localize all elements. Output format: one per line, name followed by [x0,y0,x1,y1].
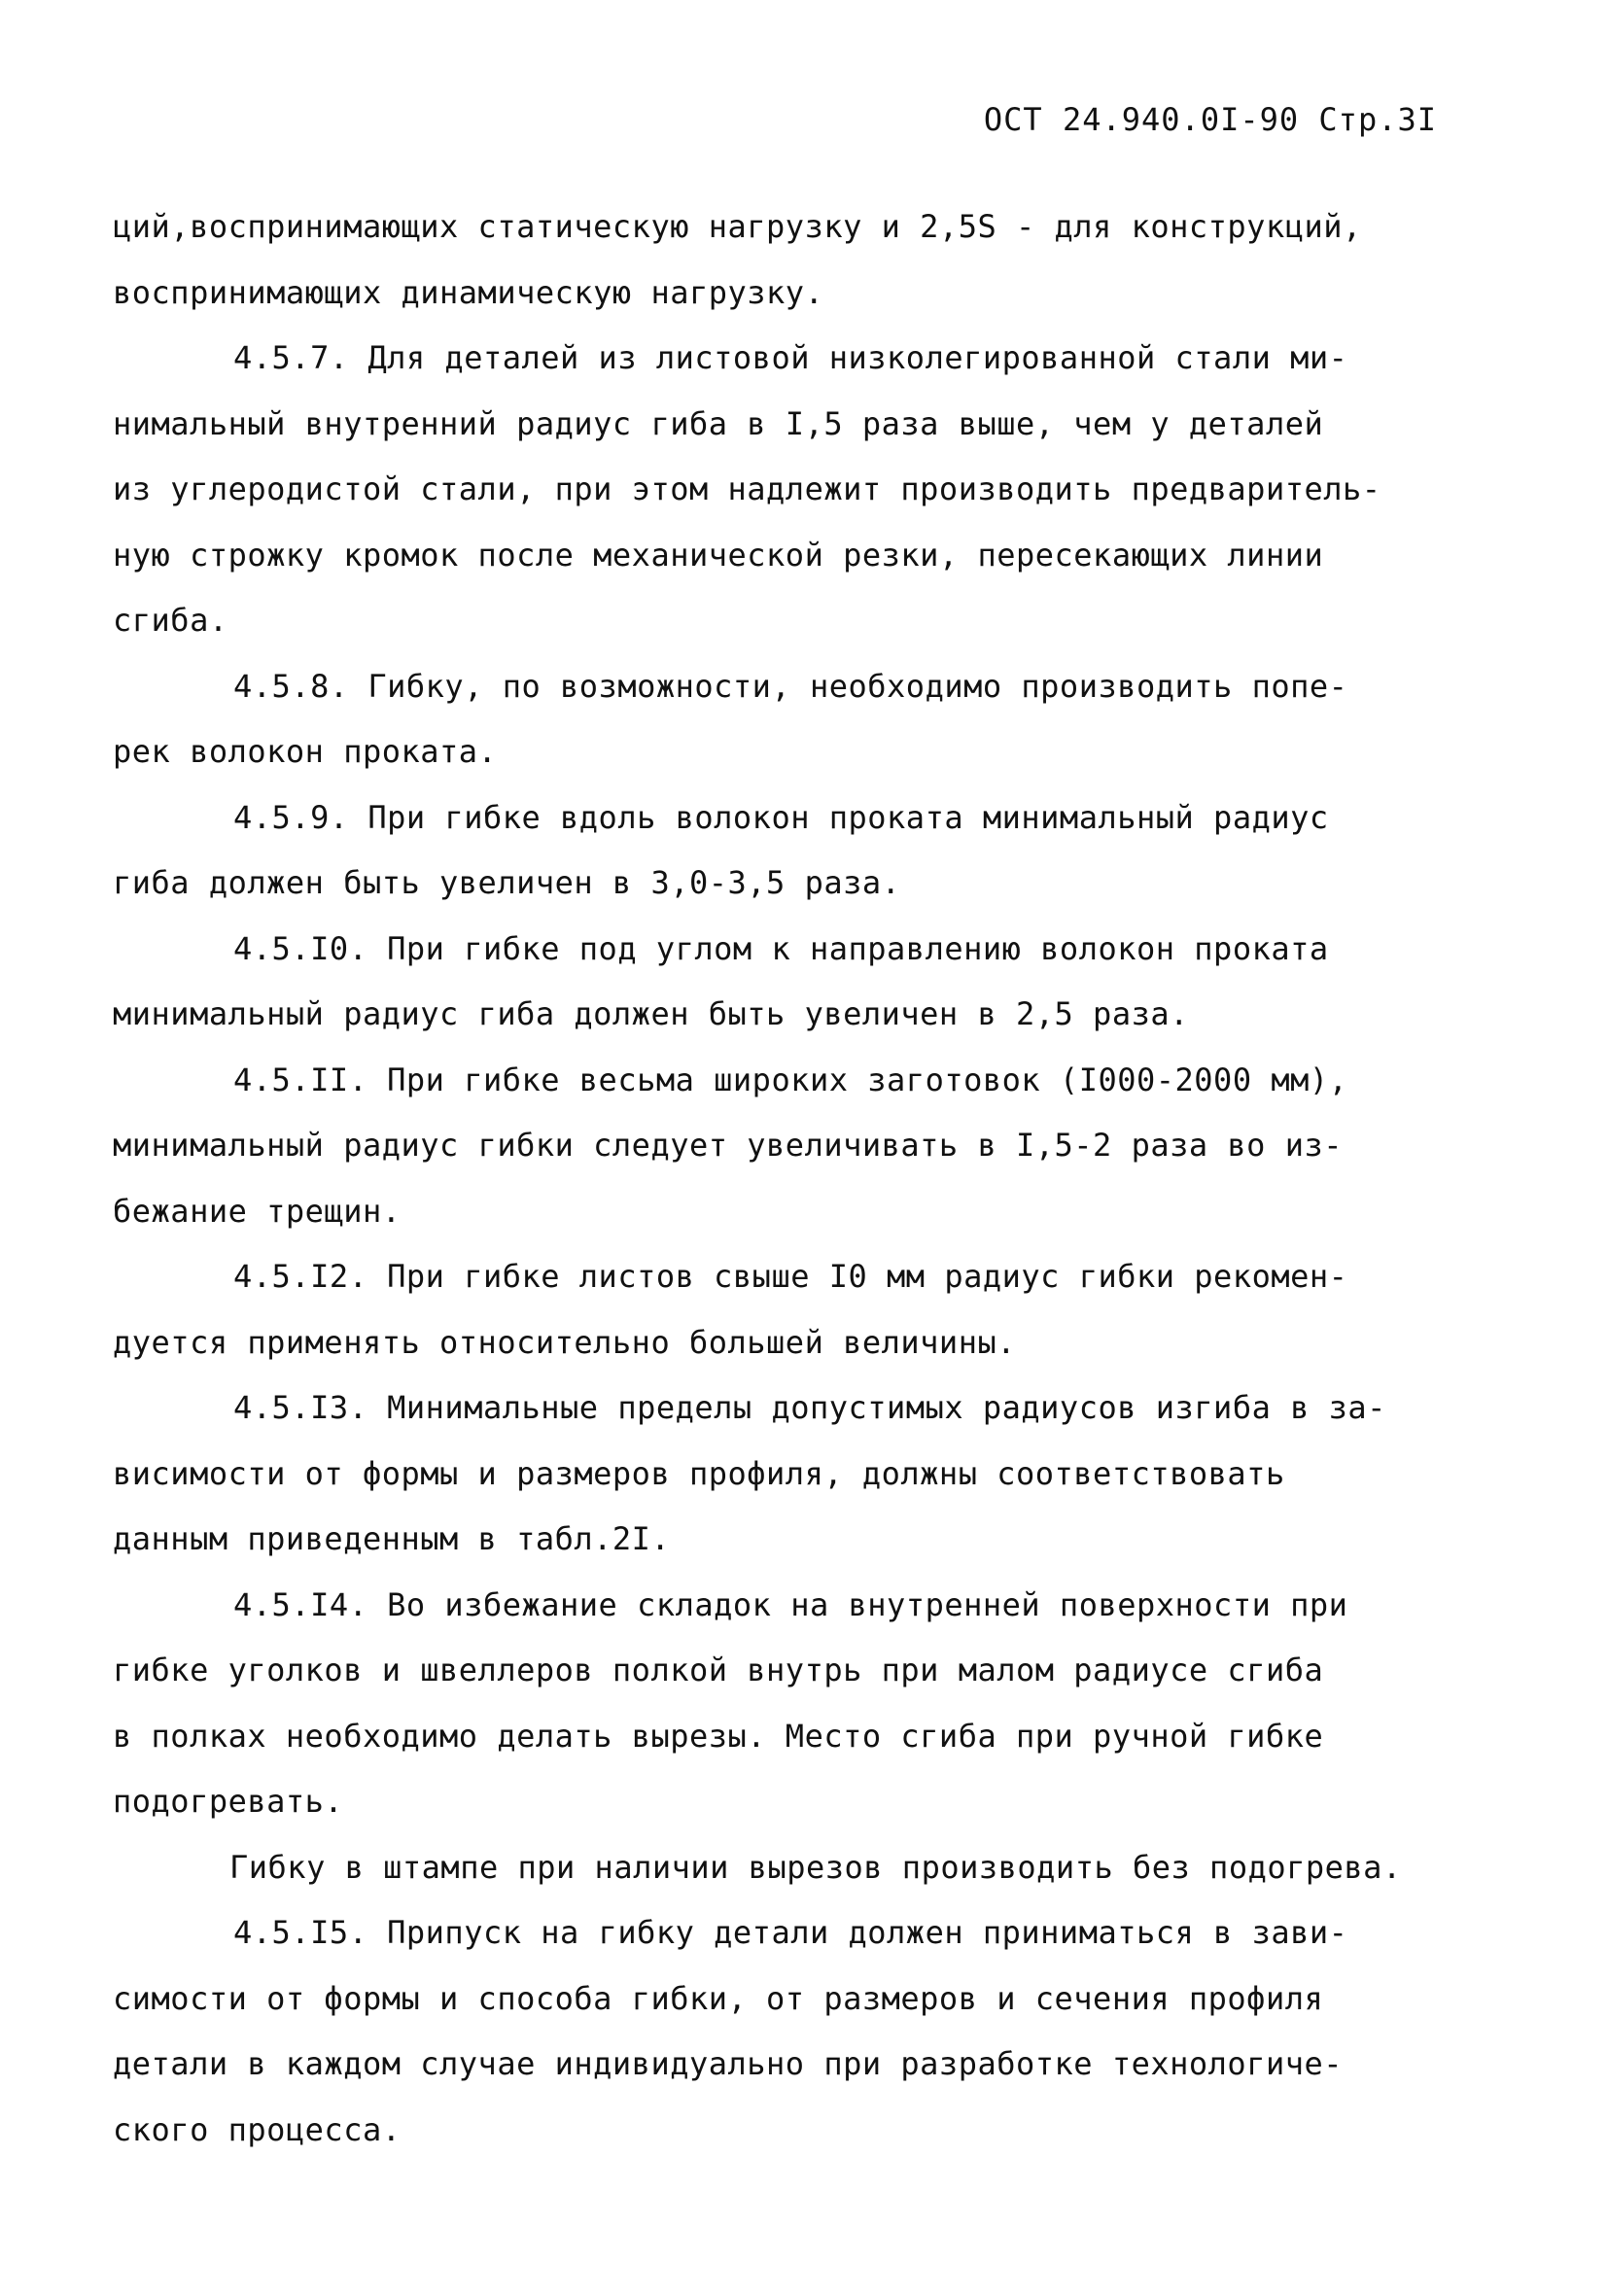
paragraph-start: 4.5.8. Гибку, по возможности, необходимо производить попе- [233,667,1348,705]
paragraph-start: 4.5.I2. При гибке листов свыше I0 мм радиус гибки рекомен- [233,1258,1348,1295]
text-line: гиба должен быть увеличен в 3,0-3,5 раза. [113,864,901,901]
text-line: симости от формы и способа гибки, от размеров и сечения профиля [113,1979,1324,2017]
text-line: данным приведенным в табл.2I. [113,1520,671,1557]
paragraph-start: 4.5.I0. При гибке под углом к направлению волокон проката [233,929,1329,967]
paragraph-start: 4.5.II. При гибке весьма широких заготовок (I000-2000 мм), [233,1061,1348,1098]
text-line: висимости от формы и размеров профиля, должны соответствовать [113,1454,1285,1492]
text-line: нимальный внутренний радиус гиба в I,5 раза выше, чем у деталей [113,404,1324,442]
text-line: бежание трещин. [113,1192,402,1230]
paragraph-start: 4.5.I5. Припуск на гибку детали должен приниматься в зави- [233,1914,1348,1951]
paragraph-start: 4.5.7. Для деталей из листовой низколегированной стали ми- [233,339,1348,376]
text-line: сгиба. [113,602,228,639]
text-line: минимальный радиус гиба должен быть увеличен в 2,5 раза. [113,995,1189,1032]
text-line: минимальный радиус гибки следует увеличивать в I,5-2 раза во из- [113,1127,1343,1164]
text-line: ную строжку кромок после механической резки, пересекающих линии [113,536,1324,574]
text-line: ций,воспринимающих статическую нагрузку и 2,5S - для конструкций, [113,208,1362,245]
page-header: ОСТ 24.940.0I-90 Стр.3I [983,101,1437,138]
paragraph-start: 4.5.9. При гибке вдоль волокон проката минимальный радиус [233,798,1329,836]
text-line: подогревать. [113,1783,344,1820]
text-line: ского процесса. [113,2110,402,2148]
text-line: дуется применять относительно большей величины. [113,1323,1016,1361]
text-line: в полках необходимо делать вырезы. Место сгиба при ручной гибке [113,1717,1324,1755]
text-line: из углеродистой стали, при этом надлежит производить предваритель- [113,470,1381,507]
paragraph-start: 4.5.I3. Минимальные пределы допустимых радиусов изгиба в за- [233,1389,1386,1426]
text-line: гибке уголков и швеллеров полкой внутрь при малом радиусе сгиба [113,1652,1324,1688]
paragraph-start: 4.5.I4. Во избежание складок на внутренней поверхности при [233,1585,1348,1623]
text-line: воспринимающих динамическую нагрузку. [113,273,824,311]
paragraph-start: Гибку в штампе при наличии вырезов производить без подогрева. [229,1848,1402,1886]
text-line: рек волокон проката. [113,733,498,770]
text-line: детали в каждом случае индивидуально при разработке технологиче- [113,2045,1343,2082]
document-body [113,194,1474,2163]
